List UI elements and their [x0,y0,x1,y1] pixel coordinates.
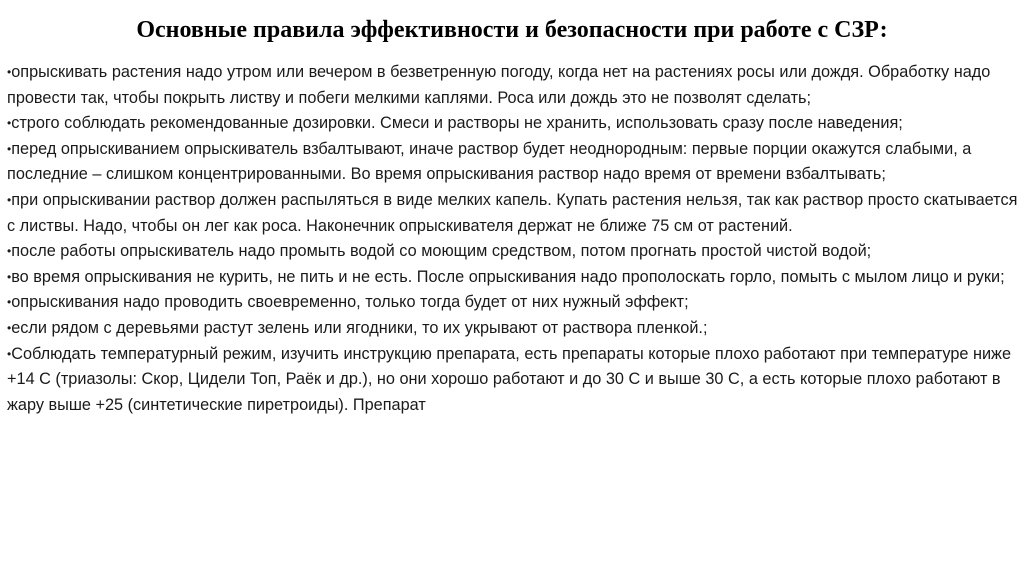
list-item-text: Соблюдать температурный режим, изучить инструкцию препарата, есть препараты которые плохо работают при температуре ниже +14 С (триазолы: Скор, Цидели Топ, Раёк и др.), но они хорошо работают и до 30 С и выше 30 С, а есть которые плохо работают в жару выше +25 (синтетические пиретроиды). Препарат [7,344,1011,414]
list-item-text: опрыскивать растения надо утром или вечером в безветренную погоду, когда нет на растениях росы или дождя. Обработку надо провести так, чтобы покрыть листву и побеги мелкими каплями. Роса или дождь это не позволят сделать; [7,63,991,107]
bullet-icon: • [7,346,12,361]
bullet-icon: • [7,141,12,156]
list-item [7,239,1019,265]
list-item [7,316,1019,342]
list-item [7,290,1019,316]
list-item [7,188,1019,239]
slide-title: Основные правила эффективности и безопасности при работе с СЗР: [136,17,888,43]
list-item-text: во время опрыскивания не курить, не пить и не есть. После опрыскивания надо прополоскать горло, помыть с мылом лицо и руки; [11,267,1005,286]
bullet-icon: • [7,192,12,207]
bullet-icon: • [7,116,12,131]
list-item [7,342,1019,419]
bullet-icon: • [7,320,12,335]
rules-list [7,60,1019,418]
list-item [7,265,1019,291]
list-item-text: опрыскивания надо проводить своевременно, только тогда будет от них нужный эффект; [11,293,689,312]
bullet-icon: • [7,295,12,310]
list-item-text: если рядом с деревьями растут зелень или ягодники, то их укрывают от раствора пленкой.; [11,318,708,337]
bullet-icon: • [7,244,12,259]
bullet-icon: • [7,65,12,79]
list-item-text: после работы опрыскиватель надо промыть водой со моющим средством, потом прогнать простой чистой водой; [11,242,872,261]
list-item-text: перед опрыскиванием опрыскиватель взбалтывают, иначе раствор будет неоднородным: первые порции окажутся слабыми, а последние – слишком концентрированными. Во время опрыскивания раствор надо время от времени взбалтывать; [7,139,972,184]
list-item [7,60,1019,111]
list-item [7,111,1019,137]
list-item-text: при опрыскивании раствор должен распыляться в виде мелких капель. Купать растения нельзя, так как раствор просто скатывается с листвы. Надо, чтобы он лег как роса. Наконечник опрыскивателя держат не ближе 75 см от растений. [7,190,1018,235]
list-item [7,137,1019,188]
list-item-text: строго соблюдать рекомендованные дозировки. Смеси и растворы не хранить, использовать сразу после наведения; [11,114,903,133]
bullet-icon: • [7,269,12,284]
